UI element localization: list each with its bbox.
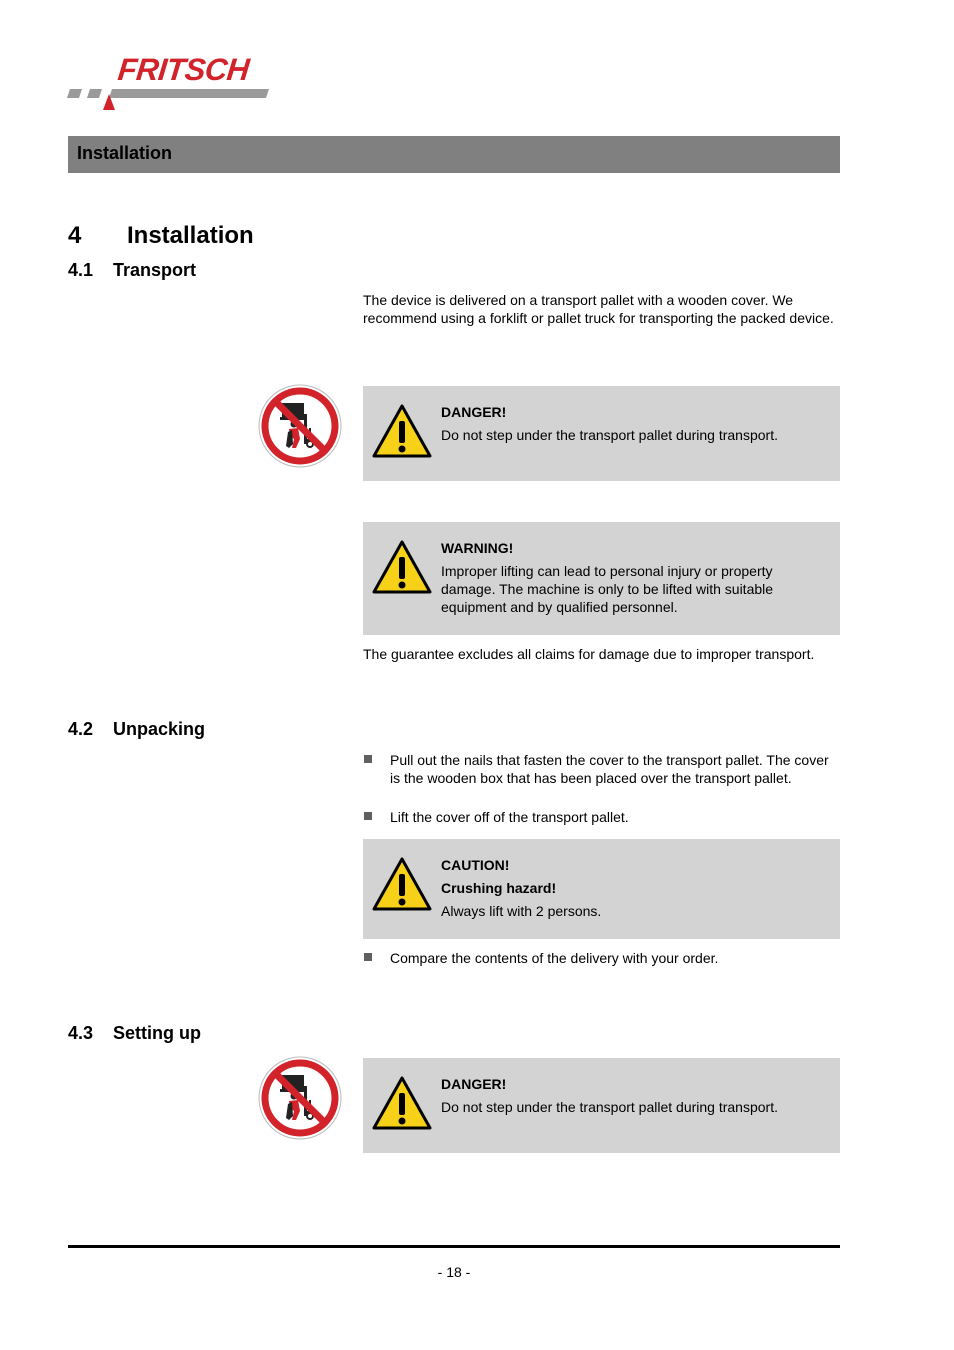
section-title: Transport — [113, 260, 197, 280]
caution-notice — [363, 839, 840, 939]
section-number: 4.3 — [68, 1023, 94, 1043]
section-number: 4.2 — [68, 719, 94, 739]
section-title: Unpacking — [113, 719, 206, 739]
warning-triangle-icon — [372, 540, 432, 594]
list-item-text: Pull out the nails that fasten the cover to the transport pallet. The cover is the wooden box that has been placed over the transport pallet. — [390, 752, 829, 786]
bullet-marker — [364, 755, 372, 763]
warning-triangle-icon — [372, 857, 432, 911]
no-standing-under-load-icon — [258, 384, 342, 468]
list-item — [363, 808, 833, 826]
notice-label: CAUTION! — [441, 857, 510, 873]
danger-notice — [363, 1058, 840, 1153]
transport-guarantee-note: The guarantee excludes all claims for damage due to improper transport. — [363, 646, 815, 662]
transport-intro: The device is delivered on a transport pallet with a wooden cover. We recommend using a forklift or pallet truck for transporting the packed device. — [363, 292, 834, 326]
danger-notice — [363, 386, 840, 481]
notice-label: DANGER! — [441, 1076, 507, 1092]
section-heading-unpacking — [68, 719, 205, 740]
section-heading-transport — [68, 260, 196, 281]
bullet-marker — [364, 812, 372, 820]
list-item — [363, 751, 833, 807]
section-number: 4.1 — [68, 260, 94, 280]
list-item-text: Lift the cover off of the transport pallet. — [390, 809, 629, 825]
chapter-title: Installation — [127, 222, 254, 249]
notice-subtitle: Crushing hazard! — [441, 880, 557, 896]
notice-text: Improper lifting can lead to personal injury or property damage. The machine is only to be lifted with suitable equipment and by qualified personnel. — [441, 563, 774, 615]
footer-divider — [68, 1245, 840, 1248]
no-standing-under-load-icon — [258, 1056, 342, 1140]
notice-text: Do not step under the transport pallet during transport. — [441, 1099, 778, 1115]
notice-label: DANGER! — [441, 404, 507, 420]
warning-triangle-icon — [372, 1076, 432, 1130]
section-header-label: Installation — [77, 143, 173, 163]
chapter-heading — [68, 222, 254, 250]
fritsch-logo — [66, 52, 286, 112]
notice-label: WARNING! — [441, 540, 514, 556]
warning-triangle-icon — [372, 404, 432, 458]
section-header-band — [68, 136, 840, 173]
list-item-text: Compare the contents of the delivery with your order. — [390, 950, 719, 966]
page-number: - 18 - — [437, 1264, 471, 1280]
chapter-number: 4 — [68, 222, 82, 249]
section-title: Setting up — [113, 1023, 201, 1043]
logo-wordmark: FRITSCH — [116, 52, 251, 87]
bullet-marker — [364, 953, 372, 961]
list-item — [363, 949, 833, 967]
notice-text: Always lift with 2 persons. — [441, 903, 602, 919]
notice-text: Do not step under the transport pallet during transport. — [441, 427, 778, 443]
warning-notice — [363, 522, 840, 635]
section-heading-setting-up — [68, 1023, 201, 1044]
